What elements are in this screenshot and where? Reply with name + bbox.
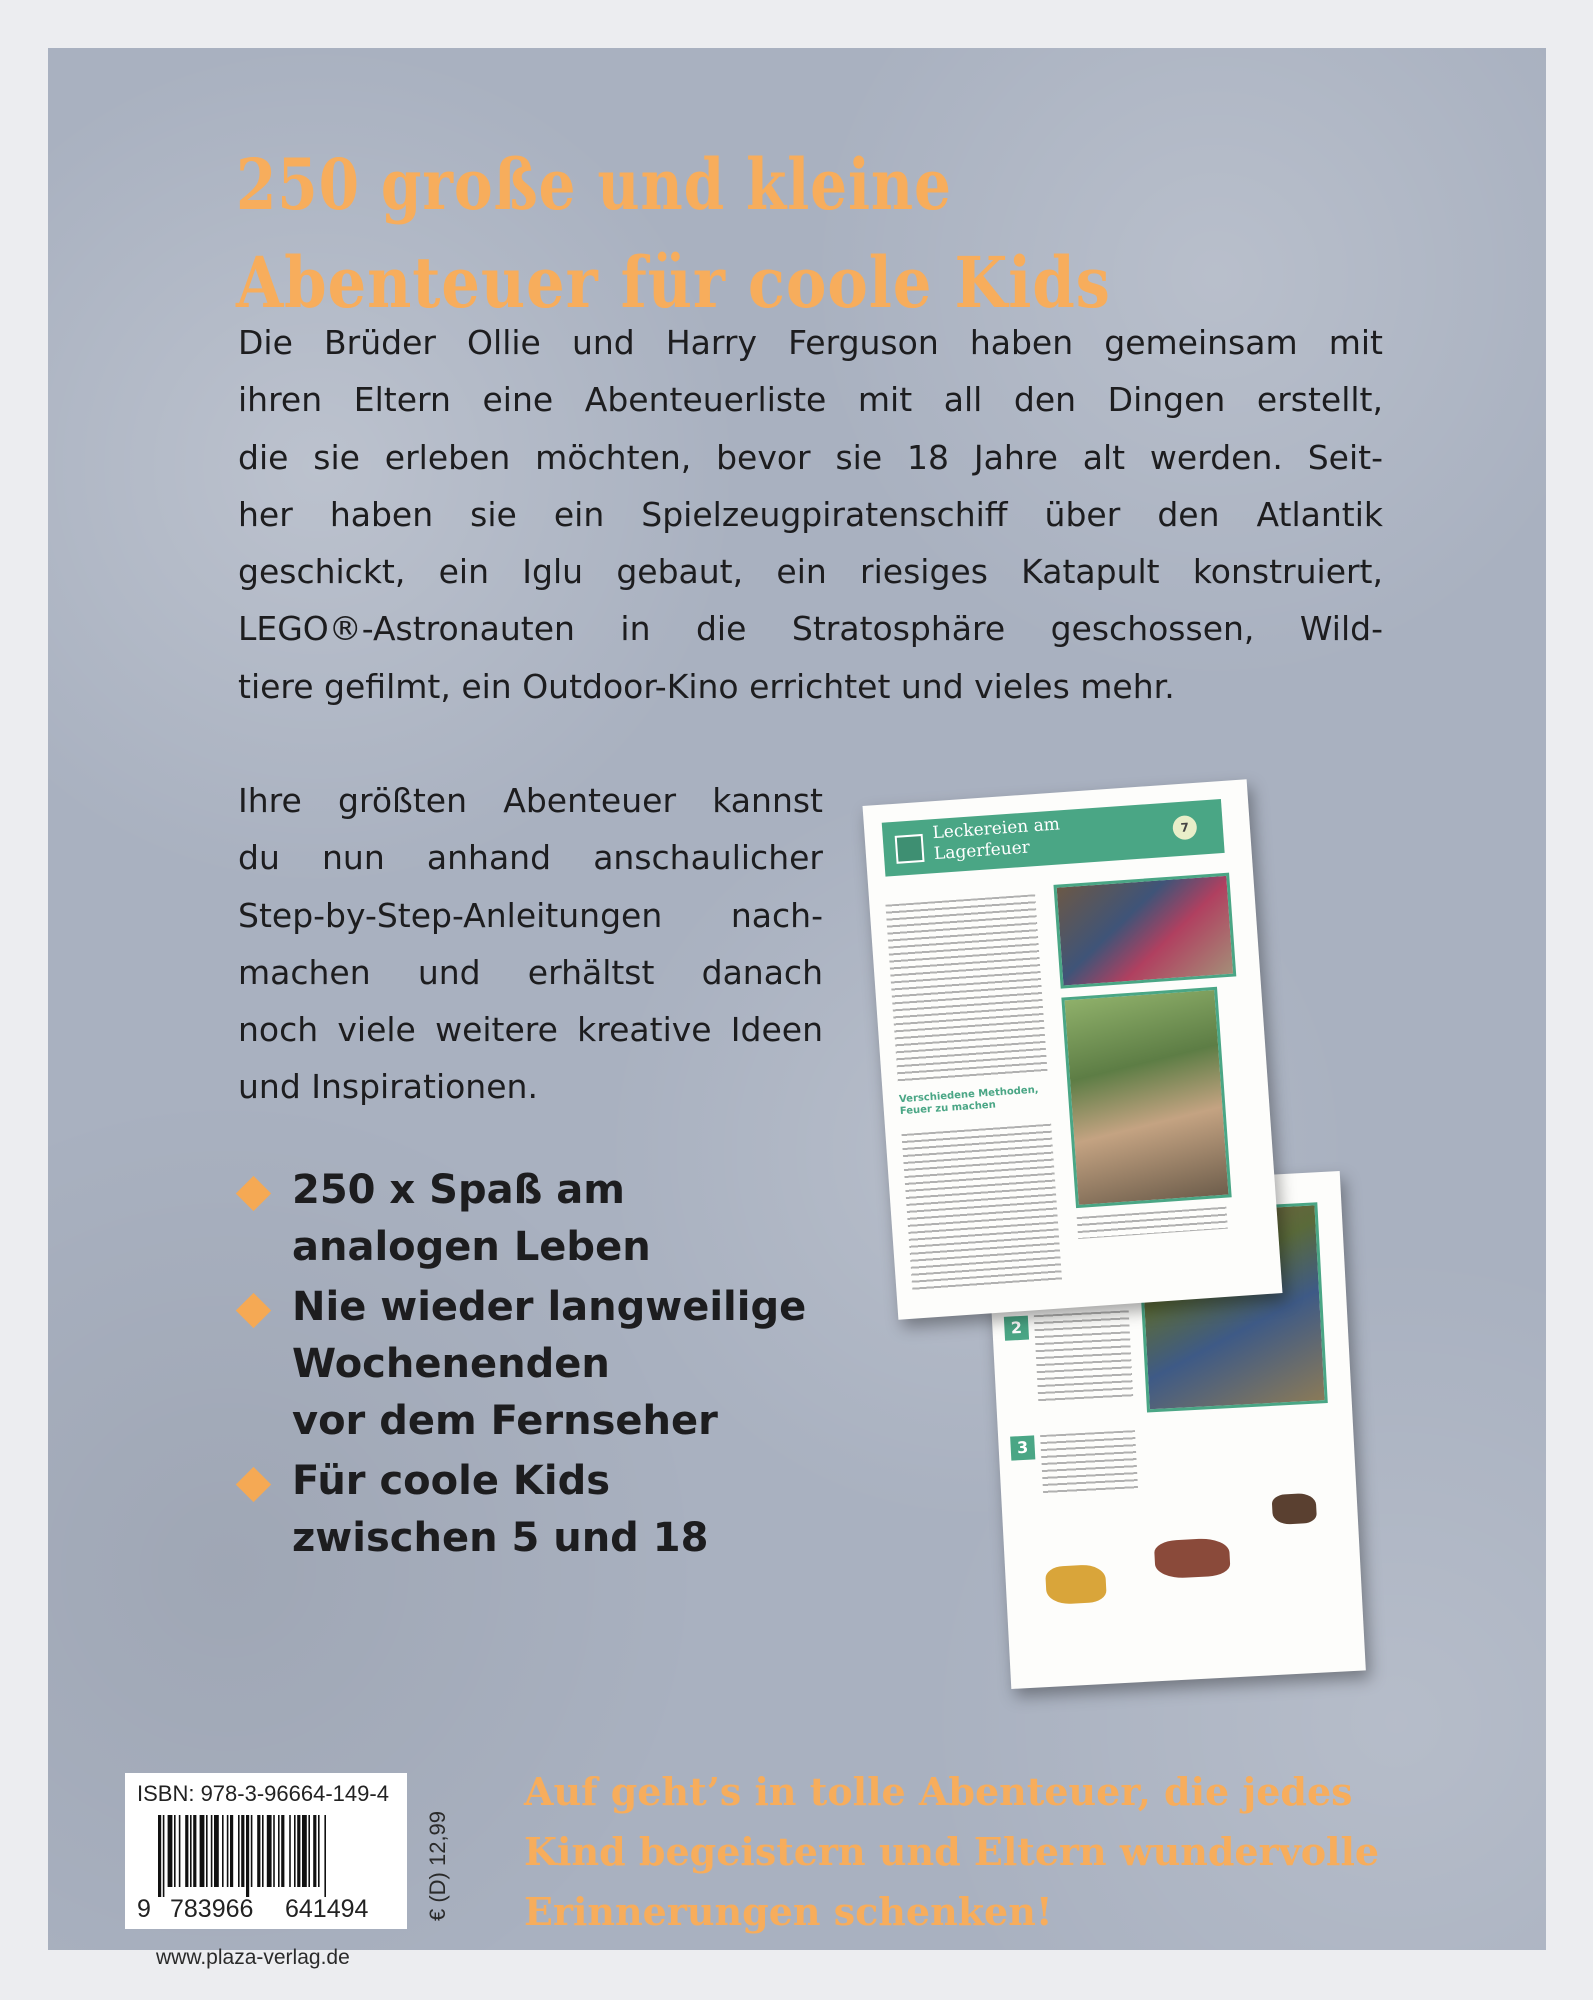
- feature-list: [236, 1162, 806, 1570]
- feature-item: [236, 1279, 806, 1450]
- tagline-line: Auf geht’s in tolle Abenteuer, die jedes: [524, 1769, 1353, 1814]
- price-label: € (D) 12,99: [425, 1810, 450, 1922]
- page-text-block: [885, 894, 1047, 1082]
- barcode-digit-first: 9: [137, 1895, 151, 1923]
- feature-line: 250 x Spaß am: [292, 1167, 625, 1213]
- checkbox-icon: [895, 834, 925, 864]
- barcode-label: [125, 1773, 407, 1929]
- barcode-bar: [246, 1815, 249, 1897]
- barcode-bar: [238, 1815, 240, 1887]
- feature-line: analogen Leben: [292, 1224, 651, 1270]
- tagline-line: Kind begeistern und Eltern wundervolle: [524, 1829, 1380, 1874]
- instructions-paragraph: [238, 772, 823, 1116]
- photo-child-bow-drill: [1061, 987, 1231, 1208]
- diamond-bullet-icon: [236, 1467, 271, 1502]
- isbn-text: ISBN: 978-3-96664-149-4: [137, 1781, 389, 1806]
- intro-line: LEGO®-Astronauten in die Stratosphäre geschossen, Wild-: [238, 609, 1383, 649]
- headline-line-2: Abenteuer für coole Kids: [236, 241, 1111, 324]
- caption-text-block: [1077, 1207, 1228, 1239]
- instructions-line: und Inspirationen.: [238, 1067, 538, 1107]
- barcode-bar: [267, 1815, 272, 1887]
- barcode-bar: [278, 1815, 280, 1887]
- instructions-line: Ihre größten Abenteuer kannst: [238, 781, 823, 820]
- tagline: [524, 1762, 1524, 1942]
- back-cover: [48, 48, 1546, 1969]
- barcode-bar: [214, 1815, 219, 1887]
- intro-line: Die Brüder Ollie und Harry Ferguson haben gemeinsam mit: [238, 323, 1383, 362]
- barcode-digits-right: 641494: [285, 1895, 369, 1923]
- intro-line: tiere gefilmt, ein Outdoor-Kino errichtet und vieles mehr.: [238, 666, 1175, 706]
- barcode-bar: [318, 1815, 320, 1887]
- barcode-bar: [297, 1815, 300, 1887]
- barcode-bar: [230, 1815, 233, 1887]
- barcode-bar: [168, 1815, 173, 1887]
- barcode-bar: [206, 1815, 208, 1887]
- toy-dinosaur-image: [1154, 1537, 1231, 1579]
- barcode-bar: [179, 1815, 181, 1887]
- photo-children-campfire: [1053, 873, 1236, 989]
- feature-line: vor dem Fernseher: [292, 1398, 718, 1444]
- feature-item: [236, 1453, 806, 1567]
- diamond-bullet-icon: [236, 1293, 271, 1328]
- page-subheading: Verschiedene Methoden, Feuer zu machen: [898, 1084, 1039, 1118]
- page-title-banner: [882, 799, 1225, 877]
- toy-airplane-image: [1045, 1564, 1107, 1605]
- barcode-digits-left: 783966: [170, 1895, 254, 1923]
- barcode-bar: [174, 1815, 176, 1887]
- page-text-block: [1040, 1430, 1138, 1495]
- feature-line: zwischen 5 und 18: [292, 1515, 709, 1561]
- barcode-bar: [190, 1815, 192, 1887]
- barcode-bar: [324, 1815, 326, 1897]
- intro-line: die sie erleben möchten, bevor sie 18 Jahre alt werden. Seit-: [238, 437, 1383, 477]
- barcode-bars: [158, 1815, 398, 1897]
- page-text-block: [901, 1124, 1062, 1294]
- page-number-badge: 7: [1172, 815, 1198, 841]
- barcode-bar: [294, 1815, 296, 1887]
- intro-line: her haben sie ein Spielzeugpiratenschiff über den Atlantik: [238, 494, 1383, 534]
- barcode-bar: [262, 1815, 264, 1887]
- intro-line: geschickt, ein Iglu gebaut, ein riesiges Katapult konstruiert,: [238, 552, 1383, 592]
- toy-turtle-image: [1272, 1493, 1318, 1525]
- feature-line: Für coole Kids: [292, 1458, 611, 1504]
- feature-item: [236, 1162, 806, 1276]
- barcode-bar: [211, 1815, 213, 1887]
- feature-line: Nie wieder langweilige: [292, 1284, 807, 1330]
- headline-line-1: 250 große und kleine: [236, 143, 952, 226]
- instructions-line: du nun anhand anschaulicher: [238, 838, 823, 878]
- barcode-bar: [222, 1815, 224, 1887]
- instructions-line: machen und erhältst danach: [238, 952, 823, 992]
- step-number-badge: 2: [1004, 1316, 1029, 1341]
- barcode-bar: [273, 1815, 275, 1887]
- feature-line: Wochenenden: [292, 1341, 610, 1387]
- barcode-bar: [281, 1815, 284, 1887]
- photo-caption: [1077, 1207, 1228, 1239]
- barcode-bar: [163, 1815, 165, 1897]
- barcode-bar: [200, 1815, 205, 1887]
- instructions-line: noch viele weitere kreative Ideen: [238, 1010, 823, 1050]
- barcode-bar: [308, 1815, 310, 1887]
- barcode-bar: [227, 1815, 229, 1887]
- intro-line: ihren Eltern eine Abenteuerliste mit all den Dingen erstellt,: [238, 380, 1383, 420]
- barcode-bar: [289, 1815, 291, 1887]
- intro-paragraph: [238, 314, 1383, 715]
- barcode-bar: [185, 1815, 188, 1887]
- preview-page-front: [863, 779, 1283, 1320]
- instructions-line: Step-by-Step-Anleitungen nach-: [238, 895, 823, 935]
- step-number-badge: 3: [1010, 1435, 1035, 1460]
- tagline-line: Erinnerungen schenken!: [524, 1889, 1053, 1934]
- barcode-bar: [313, 1815, 316, 1887]
- barcode-bar: [241, 1815, 244, 1887]
- barcode-bar: [257, 1815, 260, 1887]
- barcode-bar: [193, 1815, 196, 1887]
- barcode-bar: [158, 1815, 161, 1897]
- barcode-bar: [302, 1815, 307, 1887]
- barcode-bar: [251, 1815, 253, 1887]
- page-title: Leckereien am Lagerfeuer: [931, 814, 1061, 865]
- publisher-website: www.plaza-verlag.de: [156, 1946, 350, 1969]
- diamond-bullet-icon: [236, 1176, 271, 1211]
- page-text-block: [1034, 1310, 1133, 1403]
